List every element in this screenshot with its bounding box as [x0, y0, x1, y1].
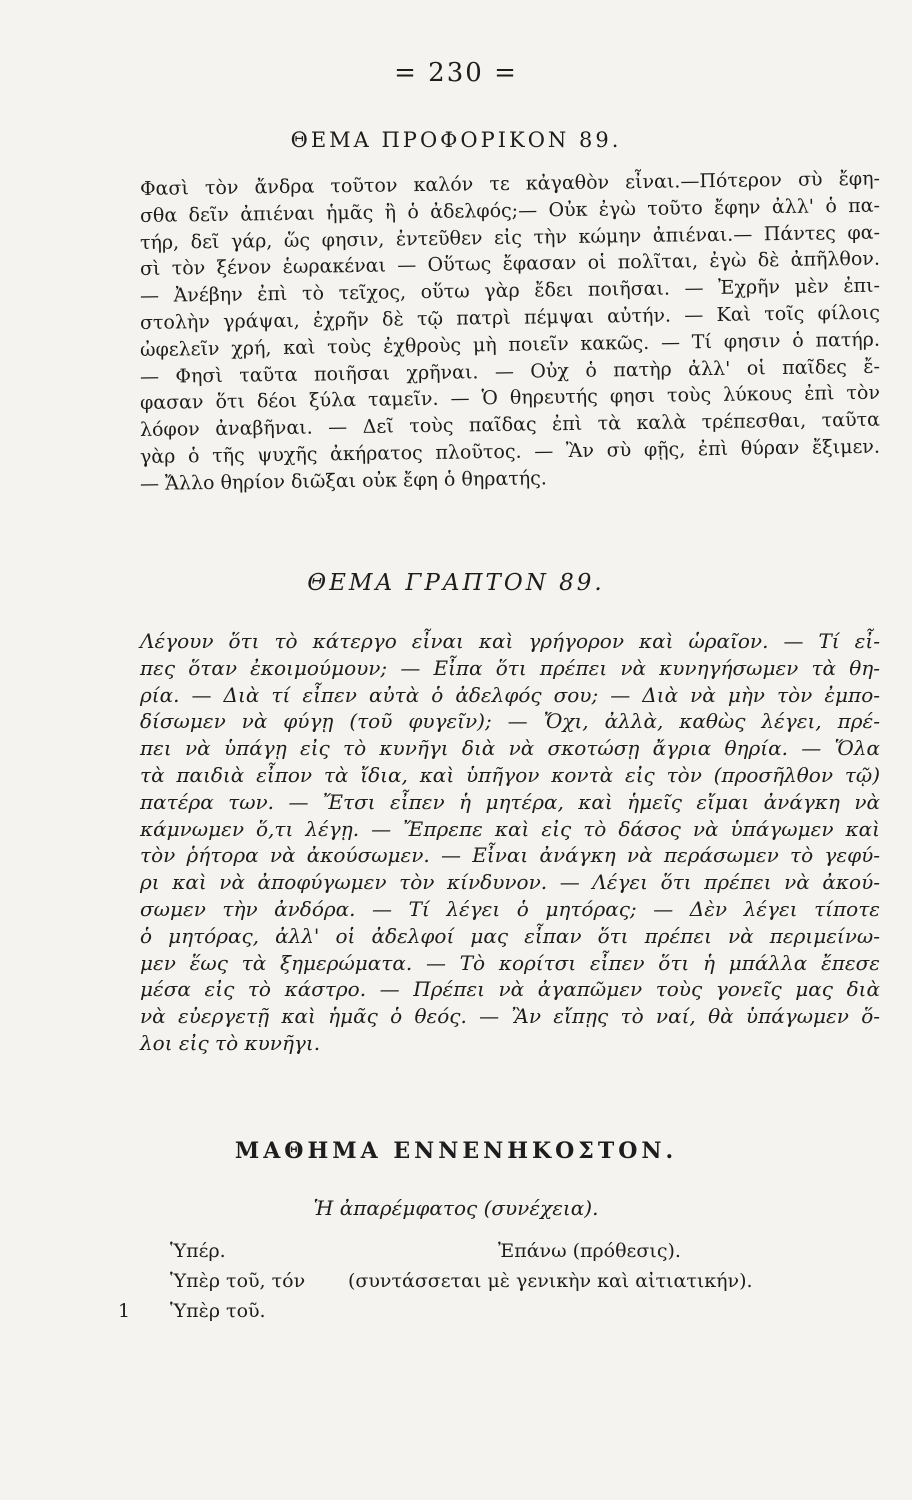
vocab-term: Ὑπέρ.: [170, 1240, 226, 1262]
oral-line: — Ἄλλο θηρίον διῶξαι οὐκ ἔφη ὁ θηρατής.: [139, 467, 547, 495]
written-line: πατέρα των. — Ἔτσι εἶπεν ἡ μητέρα, καὶ ἡμεῖς εἴμαι ἀνάγκη νὰ: [140, 789, 880, 814]
vocab-note: (συντάσσεται μὲ γενικὴν καὶ αἰτιατικήν).: [348, 1270, 753, 1292]
written-line: τὰ παιδιὰ εἶπον τὰ ἴδια, καὶ ὑπῆγον κοντὰ εἰς τὸν (προσῆλθον τῷ): [140, 762, 880, 787]
written-line: μέσα εἰς τὸ κάστρο. — Πρέπει νὰ ἀγαπῶμεν τοὺς γονεῖς μας διὰ: [140, 977, 880, 1002]
written-line: ρι καὶ νὰ ἀποφύγωμεν τὸν κίνδυνον. — Λέγει ὅτι πρέπει νὰ ἀκού-: [140, 870, 880, 895]
oral-line: Φασὶ τὸν ἄνδρα τοῦτον καλόν τε κἀγαθὸν εἶναι.—Πότερον σὺ ἔφη-: [139, 167, 881, 200]
written-line: δίσωμεν νὰ φύγῃ (τοῦ φυγεῖν); — Ὄχι, ἀλλὰ, καθὼς λέγει, πρέ-: [140, 709, 880, 734]
written-line: ὁ μητόρας, ἀλλ' οἱ ἀδελφοί μας εἶπαν ὅτι πρέπει νὰ περιμείνω-: [140, 923, 880, 948]
oral-line: στολὴν γράψαι, ἐχρῆν δὲ τῷ πατρὶ πέμψαι αὐτήν. — Καὶ τοῖς φίλοις: [139, 301, 881, 334]
written-line: νὰ εὐεργετῇ καὶ ἡμᾶς ὁ θεός. — Ἂν εἴπῃς τὸ ναί, θὰ ὑπάγωμεν ὅ-: [140, 1004, 880, 1029]
vocab-term: Ὑπὲρ τοῦ, τόν: [170, 1270, 306, 1292]
written-line: τὸν ῥήτορα νὰ ἀκούσωμεν. — Εἶναι ἀνάγκη νὰ περάσωμεν τὸ γεφύ-: [140, 843, 880, 868]
oral-line: — Ἀνέβην ἐπὶ τὸ τεῖχος, οὕτω γὰρ ἔδει ποιῆσαι. — Ἐχρῆν μὲν ἐπι-: [139, 274, 881, 308]
footnote-number: 1: [118, 1300, 131, 1322]
written-line: σωμεν τὴν ἀνδόρα. — Τί λέγει ὁ μητόρας; — Δὲν λέγει τίποτε: [140, 896, 880, 921]
vocab-term: Ὑπὲρ τοῦ.: [170, 1300, 266, 1322]
oral-line: λόφον ἀναβῆναι. — Δεῖ τοὺς παῖδας ἐπὶ τὰ καλὰ τρέπεσθαι, ταῦτα: [139, 408, 881, 442]
written-line: ρία. — Διὰ τί εἶπεν αὐτὰ ὁ ἀδελφός σου; — Διὰ νὰ μὴν τὸν ἐμπο-: [140, 682, 880, 707]
vocab-row: [118, 1236, 878, 1266]
oral-line: φασαν ὅτι δέοι ξύλα ταμεῖν. — Ὁ θηρευτής φησι τοὺς λύκους ἐπὶ τὸν: [139, 382, 881, 415]
written-line: μεν ἕως τὰ ξημερώματα. — Τὸ κορίτσι εἶπεν ὅτι ἡ μπάλλα ἔπεσε: [140, 950, 880, 975]
page-number: = 230 =: [394, 58, 518, 88]
vocab-gloss: Ἐπάνω (πρόθεσις).: [498, 1240, 681, 1262]
oral-line: γὰρ ὁ τῆς ψυχῆς ἀκήρατος πλοῦτος. — Ἂν σὺ φῇς, ἐπὶ θύραν ἔξιμεν.: [139, 435, 881, 468]
written-line: λοι εἰς τὸ κυνῆγι.: [140, 1030, 321, 1055]
vocab-row: [118, 1296, 878, 1326]
vocab-row: [118, 1266, 878, 1296]
oral-line: — Φησὶ ταῦτα ποιῆσαι χρῆναι. — Οὐχ ὁ πατὴρ ἀλλ' οἱ παῖδες ἔ-: [139, 355, 881, 388]
written-line: Λέγουν ὅτι τὸ κάτεργο εἶναι καὶ γρήγορον καὶ ὡραῖον. — Τί εἶ-: [140, 629, 880, 653]
lesson-title: ΜΑΘΗΜΑ ΕΝΝΕΝΗΚΟΣΤΟΝ.: [234, 1138, 678, 1164]
oral-line: σθα δεῖν ἀπιέναι ἡμᾶς ἢ ὁ ἀδελφός;— Οὐκ ἐγὼ τοῦτο ἔφην ἀλλ' ὁ πα-: [139, 194, 881, 227]
oral-line: ὠφελεῖν χρή, καὶ τοὺς ἐχθροὺς μὴ ποιεῖν κακῶς. — Τί φησιν ὁ πατήρ.: [139, 328, 881, 361]
written-exercise-text: [140, 628, 880, 1057]
vocabulary-list: [118, 1236, 878, 1326]
oral-exercise-title: ΘΕΜΑ ΠΡΟΦΟΡΙΚΟΝ 89.: [290, 128, 622, 152]
lesson-subtitle: Ἡ ἀπαρέμφατος (συνέχεια).: [313, 1196, 599, 1220]
oral-line: σὶ τὸν ξένον ἑωρακέναι — Οὕτως ἔφασαν οἱ πολῖται, ἐγὼ δὲ ἀπῆλθον.: [139, 248, 881, 281]
written-line: πες ὅταν ἐκοιμούμουν; — Εἶπα ὅτι πρέπει νὰ κυνηγήσωμεν τὰ θη-: [140, 655, 880, 680]
written-line: πει νὰ ὑπάγῃ εἰς τὸ κυνῆγι διὰ νὰ σκοτώσῃ ἄγρια θηρία. — Ὅλα: [140, 736, 880, 761]
oral-line: τήρ, δεῖ γάρ, ὥς φησιν, ἐντεῦθεν εἰς τὴν κώμην ἀπιέναι.— Πάντες φα-: [139, 221, 881, 254]
written-exercise-title: ΘΕΜΑ ΓΡΑΠΤΟΝ 89.: [307, 570, 605, 596]
written-line: κάμνωμεν ὅ,τι λέγῃ. — Ἔπρεπε καὶ εἰς τὸ δάσος νὰ ὑπάγωμεν καὶ: [140, 816, 880, 841]
oral-exercise-text: [139, 167, 881, 498]
